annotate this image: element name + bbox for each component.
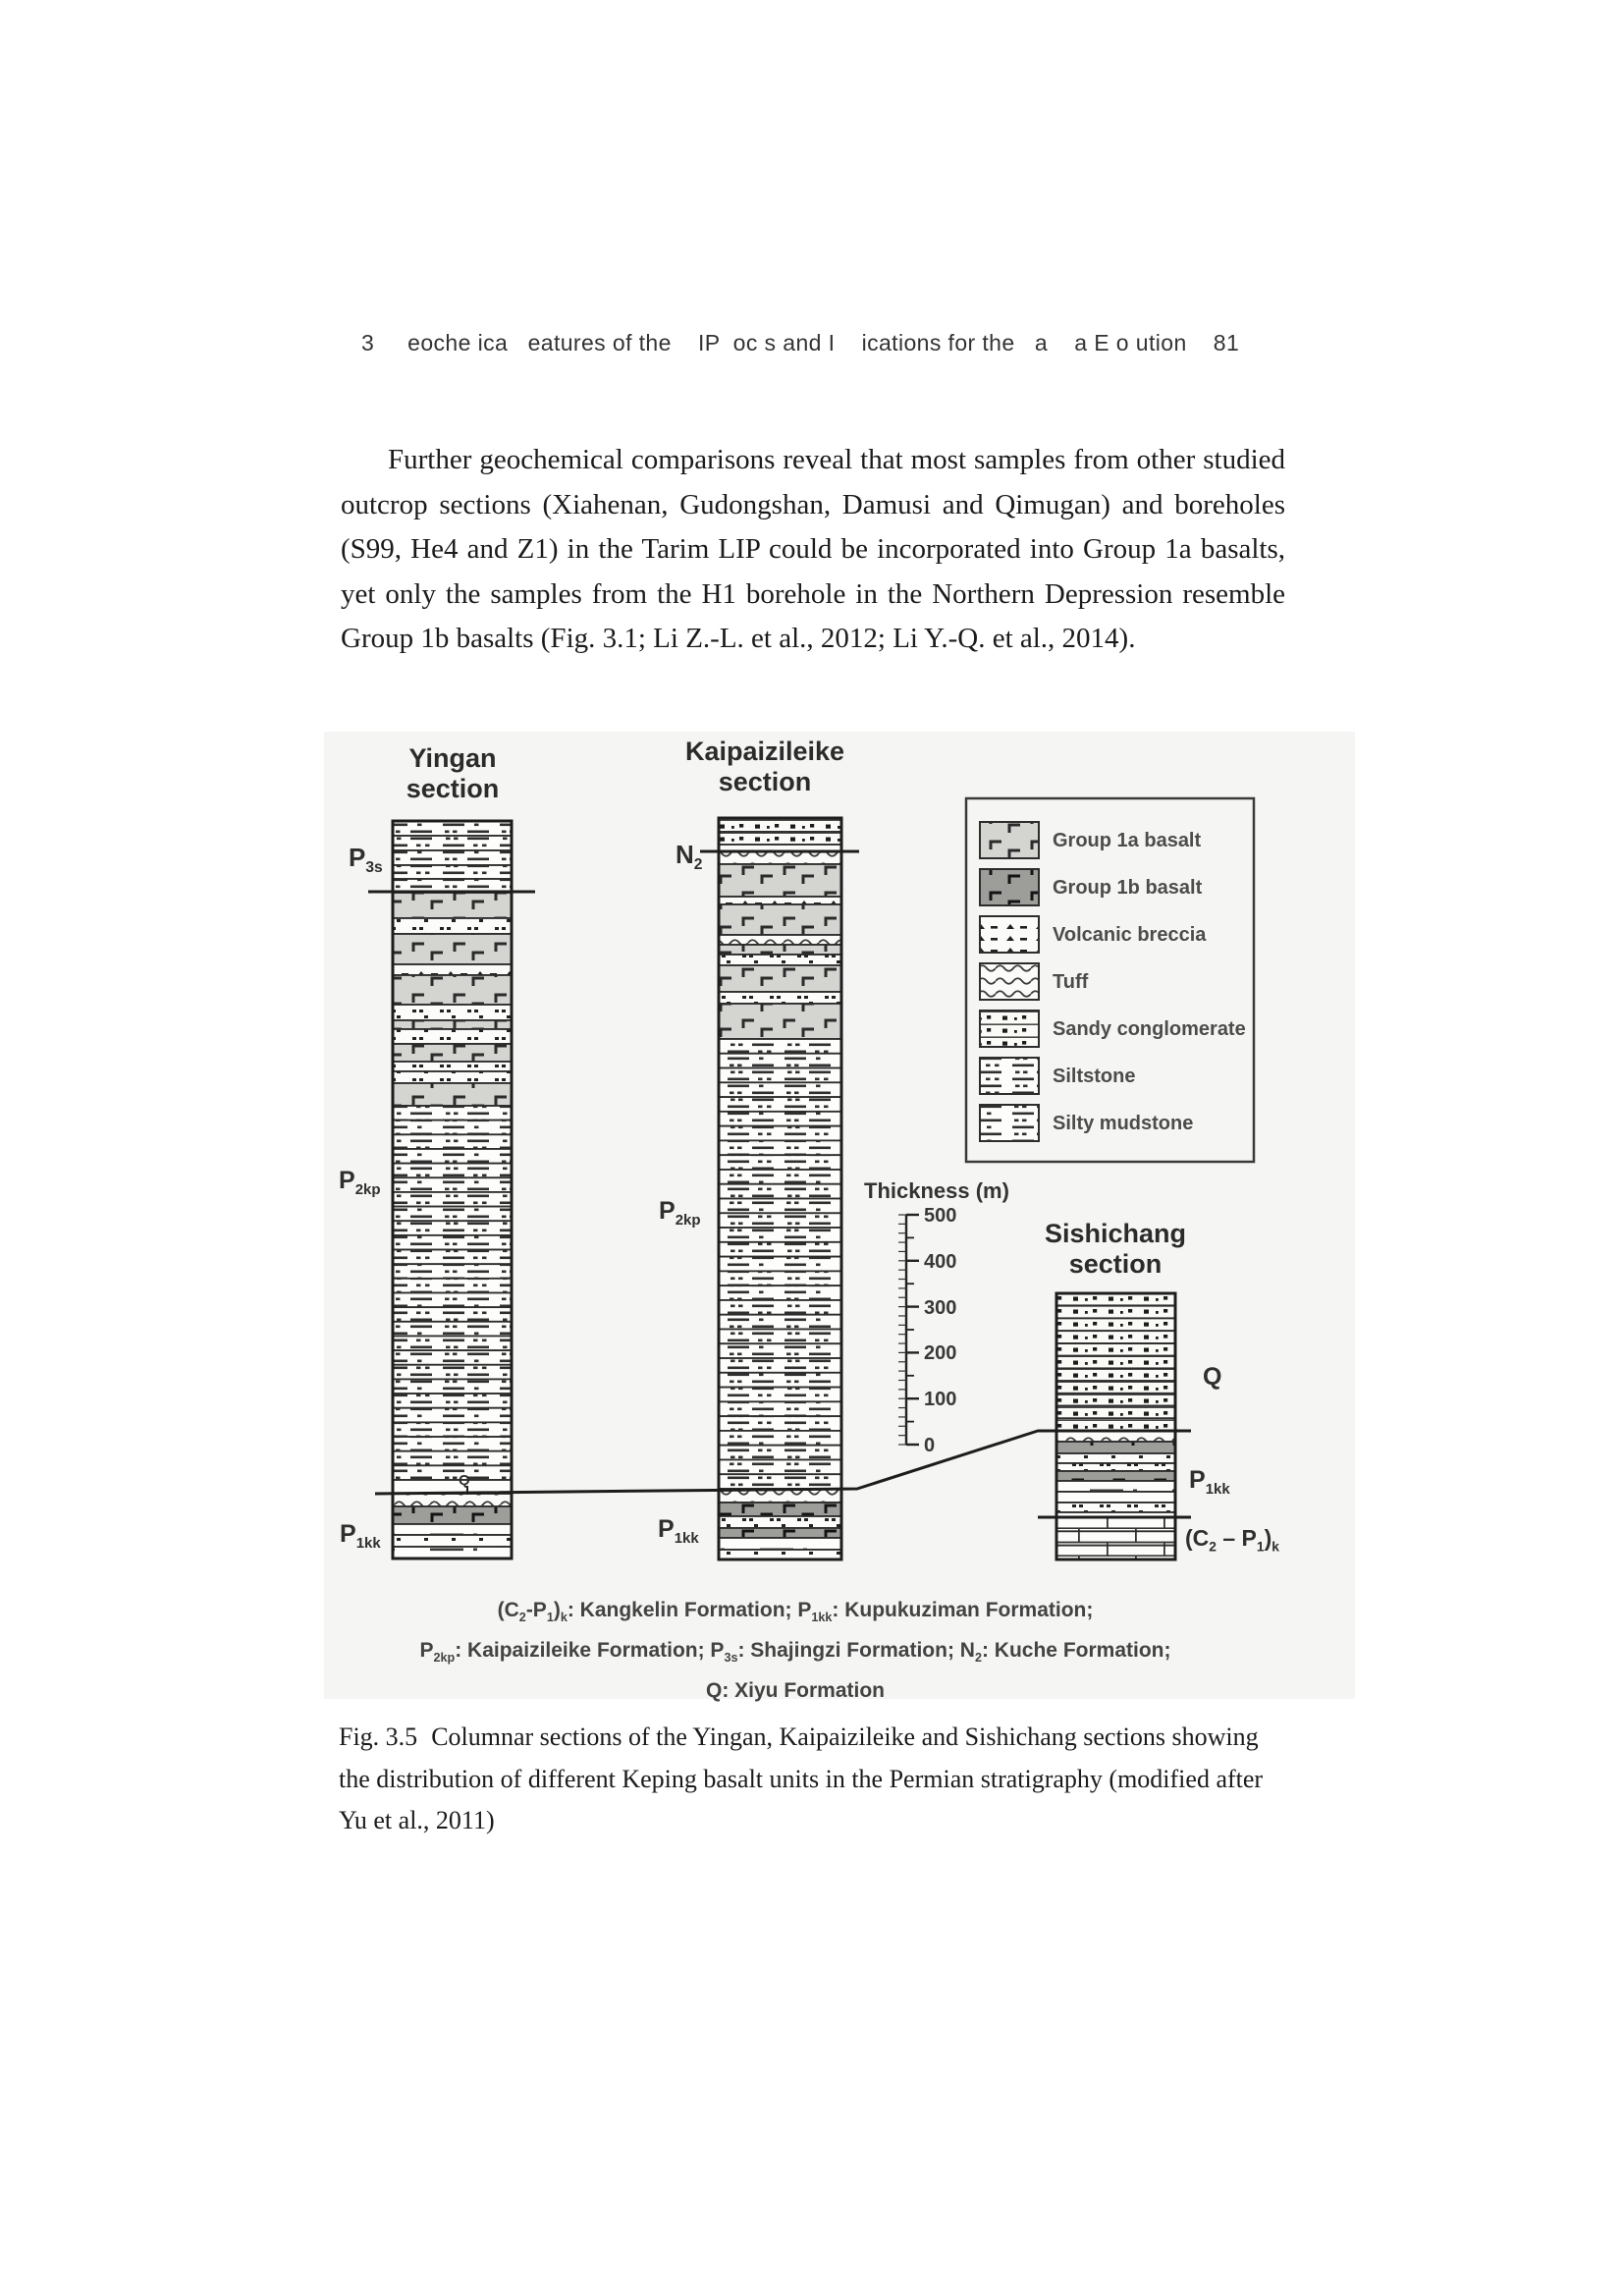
stratum-silt2 (393, 1408, 512, 1423)
stratum-silt1 (393, 1336, 512, 1350)
stratum-silt1 (393, 1221, 512, 1235)
stratum-congl (1056, 1394, 1175, 1406)
stratum-dots (393, 1062, 512, 1071)
label-text: -P (525, 1599, 547, 1621)
figure-caption-text: Columnar sections of the Yingan, Kaipaizileike and Sishichang sections showing the distribution of different Keping basalt units in the Permian stratigraphy (modified after Yu et al., 2011) (339, 1722, 1264, 1834)
scale-tick-300: 300 (924, 1297, 957, 1319)
stratum-basaltA (393, 934, 512, 964)
stratum-basaltA (393, 893, 512, 918)
formation-label-kaip-p1kk (658, 1517, 699, 1546)
stratum-silt2 (719, 1228, 841, 1242)
stratum-silt2 (719, 1343, 841, 1358)
legend-label-tuff: Tuff (1053, 971, 1089, 993)
legend-swatch-basaltB (980, 869, 1039, 905)
stratum-basaltA (393, 1044, 512, 1062)
label-text: P (349, 843, 366, 872)
label-text: Q (459, 1472, 470, 1489)
label-text: (C (497, 1599, 519, 1621)
column-yingan (393, 821, 512, 1558)
stratum-silt2 (719, 1315, 841, 1330)
stratum-silt1 (393, 1279, 512, 1293)
stratum-basaltB (719, 1528, 841, 1538)
label-text: P (658, 1515, 675, 1543)
stratum-silt1 (393, 865, 512, 879)
stratum-congl (1056, 1293, 1175, 1306)
stratum-dots (393, 918, 512, 934)
stratum-congl (1056, 1368, 1175, 1381)
legend-swatch-basaltA (980, 822, 1039, 858)
stratum-silt1 (719, 1184, 841, 1199)
stratum-silt1 (719, 1388, 841, 1402)
stratum-silt2 (393, 1264, 512, 1279)
stratum-silt1 (393, 1365, 512, 1380)
stratum-silt1 (393, 1422, 512, 1437)
formation-label-yingan-p2kp (339, 1169, 381, 1197)
label-text: Q: Xiyu Formation (705, 1679, 885, 1703)
subscript: 1kk (355, 1535, 381, 1552)
body-paragraph: Further geochemical comparisons reveal that most samples from other studied outcrop sections (Xiahenan, Gudongshan, Damusi and Qimugan) and boreholes (S99, He4 and Z1) in the Tarim LIP could be incorporated into Group 1a basalts, yet only the samples from the H1 borehole in the Northern Depression resemble Group 1b basalts (Fig. 3.1; Li Z.-L. et al., 2012; Li Y.-Q. et al., 2014). (341, 444, 1285, 654)
subscript: 2 (1209, 1539, 1217, 1555)
legend-swatch-breccia (980, 916, 1039, 953)
subscript: 2 (518, 1611, 526, 1625)
stratum-tuff (1056, 1431, 1175, 1442)
stratum-silt2 (393, 1465, 512, 1480)
stratum-dots (719, 955, 841, 965)
stratum-basaltA (719, 864, 841, 897)
stratum-tuff (719, 935, 841, 945)
stratum-basaltB (1056, 1471, 1175, 1481)
stratum-basaltB (1056, 1442, 1175, 1453)
stratum-silt1 (719, 1300, 841, 1315)
stratum-mud (393, 1524, 512, 1535)
stratum-silt1 (719, 1097, 841, 1112)
formation-label-sish-c2p1 (1185, 1527, 1279, 1554)
stratum-silt1 (719, 1155, 841, 1170)
stratum-silt2 (719, 1112, 841, 1126)
stratum-basaltB (719, 1503, 841, 1516)
legend-swatch-silt1 (980, 1058, 1039, 1094)
legend-label-sandy-conglomerate: Sandy conglomerate (1053, 1018, 1246, 1040)
stratum-dots (719, 1516, 841, 1528)
stratum-dots (393, 1071, 512, 1083)
thickness-scale-ruler (898, 1215, 919, 1445)
figure-caption-label: Fig. 3.5 (339, 1722, 418, 1751)
stratum-silt2 (393, 1293, 512, 1308)
stratum-tuff (393, 1494, 512, 1506)
stratum-congl (719, 832, 841, 845)
stratum-silt2 (719, 1401, 841, 1416)
label-text: : Kupukuziman Formation; (832, 1599, 1094, 1621)
legend-label-group-1a-basalt: Group 1a basalt (1053, 830, 1202, 851)
stratum-silt2 (393, 1121, 512, 1135)
stratum-congl (719, 818, 841, 832)
stratum-silt2 (719, 1082, 841, 1097)
key-caption-line-3 (403, 1674, 1188, 1707)
legend-label-volcanic-breccia: Volcanic breccia (1053, 924, 1207, 946)
stratum-limestone (1056, 1546, 1175, 1559)
stratum-silt1 (719, 1329, 841, 1343)
legend-swatch-congl (980, 1011, 1039, 1047)
stratum-basaltA (719, 1004, 841, 1039)
stratum-dots (1056, 1463, 1175, 1471)
scale-tick-100: 100 (924, 1389, 957, 1410)
formation-label-yingan-p1kk (340, 1522, 381, 1551)
formation-label-sish-p1kk (1189, 1468, 1230, 1497)
stratum-dots (393, 1029, 512, 1044)
stratum-silt1 (719, 1242, 841, 1257)
key-caption-line-1 (403, 1594, 1188, 1634)
label-text: P (419, 1639, 434, 1663)
label-text: ) (1264, 1525, 1272, 1551)
stratum-silt1 (393, 1164, 512, 1178)
stratum-congl (1056, 1318, 1175, 1331)
stratum-silt2 (393, 1437, 512, 1451)
stratum-silt2 (719, 1459, 841, 1474)
legend-swatch-silt2 (980, 1105, 1039, 1141)
stratum-silt2 (719, 1257, 841, 1272)
legend-swatch-tuff (980, 963, 1039, 1000)
stratum-silt1 (719, 1416, 841, 1431)
stratum-silt2 (719, 1373, 841, 1388)
label-text: : Shajingzi Formation; N (737, 1639, 975, 1663)
label-text: P (1189, 1466, 1206, 1494)
stratum-silt2 (719, 1170, 841, 1184)
stratum-silt2 (393, 1177, 512, 1192)
stratum-silt1 (719, 1474, 841, 1489)
stratum-silt1 (393, 1451, 512, 1466)
label-text: P (659, 1197, 676, 1225)
subscript: 1kk (674, 1530, 699, 1547)
stratum-silt2 (719, 1431, 841, 1446)
stratum-silt1 (393, 1192, 512, 1207)
stratum-silt1 (393, 1134, 512, 1149)
figure-caption (339, 1717, 1287, 1842)
stratum-silt2 (393, 1235, 512, 1250)
title-sishichang-section: Sishichang section (1044, 1219, 1187, 1279)
stratum-silt2 (393, 1149, 512, 1164)
subscript: k (560, 1611, 568, 1625)
label-text: : Kuche Formation; (981, 1639, 1171, 1663)
label-text: (C (1185, 1525, 1210, 1551)
stratum-congl (1056, 1418, 1175, 1431)
stratum-silt2 (719, 1199, 841, 1214)
stratum-silt1 (719, 1446, 841, 1460)
stratum-congl (1056, 1331, 1175, 1343)
stratum-silt2 (393, 821, 512, 836)
stratum-silt1 (719, 1039, 841, 1054)
subscript: 1 (1256, 1539, 1265, 1555)
formation-label-yingan-p3s (349, 845, 383, 876)
stratum-congl (1056, 1356, 1175, 1369)
stratum-silt2 (393, 850, 512, 865)
stratum-silt2 (393, 1322, 512, 1337)
stratum-silt2 (393, 1350, 512, 1365)
stratum-silt1 (393, 1307, 512, 1322)
column-kaipaizileike (719, 818, 841, 1559)
stratum-basaltA (393, 1020, 512, 1029)
stratum-basaltB (393, 1506, 512, 1524)
stratum-mud (1056, 1481, 1175, 1492)
subscript: 1 (546, 1611, 554, 1625)
stratum-breccia (719, 897, 841, 904)
label-text: P (339, 1167, 355, 1194)
stratum-silt1 (719, 1358, 841, 1373)
stratum-silt1 (393, 1394, 512, 1408)
legend-label-siltstone: Siltstone (1053, 1066, 1136, 1087)
formation-label-sish-q (1203, 1365, 1221, 1390)
stratum-silt1 (393, 1250, 512, 1265)
stratum-dots (1056, 1503, 1175, 1512)
label-text: : Kangkelin Formation; P (567, 1599, 812, 1621)
stratum-silt1 (719, 1068, 841, 1083)
subscript: 1kk (811, 1611, 833, 1625)
stratum-silt1 (719, 1213, 841, 1228)
stratum-tuff (719, 845, 841, 864)
stratum-limestone (1056, 1531, 1175, 1545)
stratum-congl (1056, 1306, 1175, 1319)
label-text: ) (553, 1599, 561, 1621)
subscript: 3s (365, 859, 383, 877)
label-text: P (340, 1520, 356, 1548)
subscript: 3s (724, 1651, 738, 1666)
stratum-silt1 (719, 1126, 841, 1141)
stratum-silt2 (719, 1054, 841, 1068)
legend-swatches (980, 822, 1039, 1141)
stratum-basaltA (719, 965, 841, 992)
scale-tick-0: 0 (924, 1435, 936, 1456)
subscript: 2kp (675, 1212, 701, 1229)
label-text: – P (1216, 1525, 1257, 1551)
stratum-silt2 (719, 1140, 841, 1155)
scale-tick-200: 200 (924, 1342, 957, 1364)
label-text: N (676, 840, 694, 869)
stratum-basaltA (393, 975, 512, 1005)
subscript: 2kp (433, 1651, 456, 1666)
stratum-dots (393, 1005, 512, 1020)
running-header: 3 eoche ica eatures of the IP oc s and I ications for the a a E o ution 81 (361, 330, 1240, 355)
scale-tick-400: 400 (924, 1251, 957, 1273)
formation-label-kaip-n2 (676, 842, 702, 873)
stratum-mud (1056, 1492, 1175, 1503)
title-yingan-section: Yingan section (406, 743, 500, 803)
legend-label-group-1b-basalt: Group 1b basalt (1053, 877, 1203, 899)
stratum-silt1 (393, 1106, 512, 1121)
column-sishichang (1056, 1293, 1175, 1559)
scale-tick-500: 500 (924, 1205, 957, 1227)
stratum-basaltA (719, 904, 841, 935)
stratum-basaltA (393, 1083, 512, 1106)
stratum-congl (1056, 1381, 1175, 1394)
stratum-dots (719, 992, 841, 1004)
stratum-limestone (1056, 1517, 1175, 1531)
legend-label-silty-mudstone: Silty mudstone (1053, 1113, 1194, 1134)
subscript: 2 (693, 856, 703, 874)
stratum-basaltA (719, 945, 841, 955)
stratum-silt2 (393, 1207, 512, 1222)
figure-3-5 (324, 732, 1355, 1703)
stratum-mud (719, 1538, 841, 1550)
label-text: Q (1203, 1363, 1222, 1391)
label-text: : Kaipaizileike Formation; P (455, 1639, 725, 1663)
key-caption-line-2 (403, 1634, 1188, 1674)
stratum-silt2 (393, 1379, 512, 1394)
formation-label-yingan-q (459, 1473, 470, 1488)
stratum-breccia (393, 964, 512, 975)
subscript: 2kp (354, 1181, 381, 1198)
figure-key-caption (403, 1594, 1188, 1707)
stratum-congl (1056, 1343, 1175, 1356)
title-kaipaizileike-section: Kaipaizileike section (684, 737, 845, 796)
stratum-dots (1056, 1453, 1175, 1463)
stratum-silt2 (719, 1285, 841, 1300)
stratum-mud (393, 1547, 512, 1558)
subscript: 2 (974, 1651, 982, 1666)
subscript: k (1271, 1539, 1279, 1555)
stratum-congl (1056, 1406, 1175, 1419)
stratum-silt1 (393, 836, 512, 850)
scale-title: Thickness (m) (864, 1178, 1009, 1203)
stratum-silt1 (719, 1271, 841, 1285)
subscript: 1kk (1205, 1481, 1230, 1498)
stratum-dots (393, 1535, 512, 1547)
formation-label-kaip-p2kp (659, 1199, 701, 1228)
